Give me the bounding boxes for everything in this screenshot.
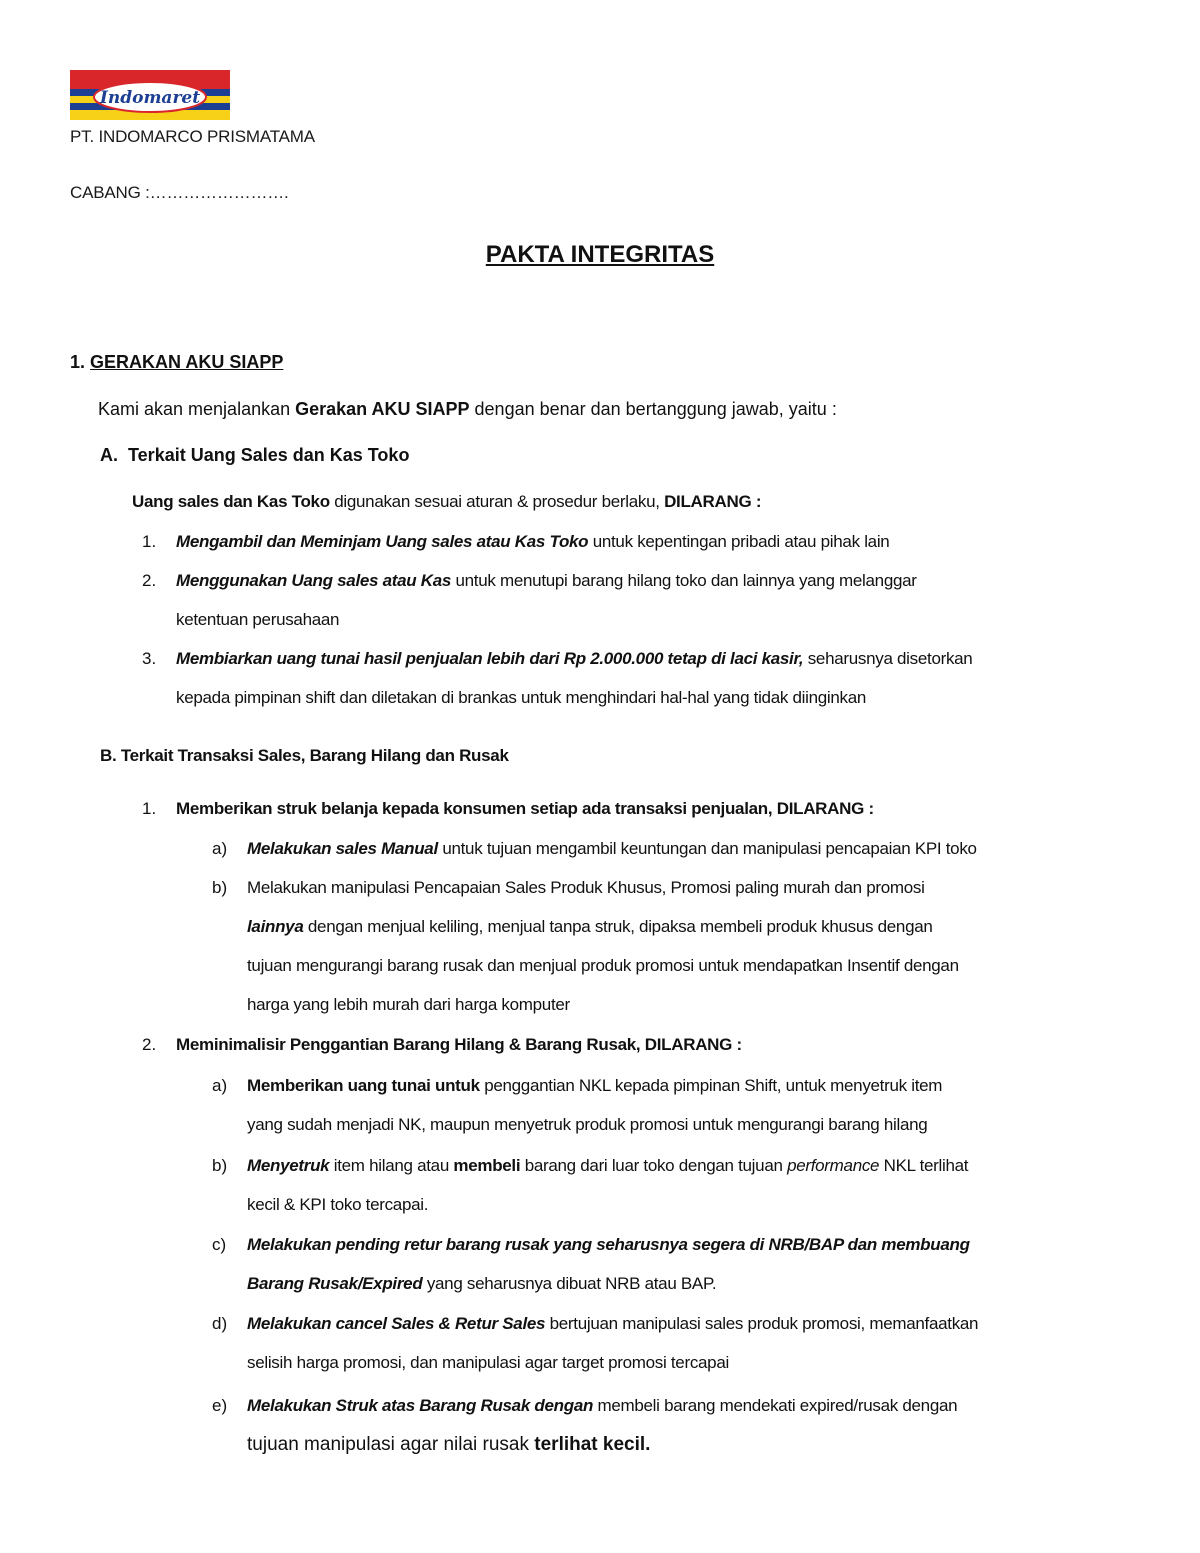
b-item-2-number: 2. xyxy=(142,1035,157,1054)
b1-sub-b-line-2: lainnya dengan menjual keliling, menjual tanpa struk, dipaksa membeli produk khusus dengan xyxy=(247,917,933,936)
indomaret-logo xyxy=(70,70,230,120)
section-b-heading: B. Terkait Transaksi Sales, Barang Hilang dan Rusak xyxy=(100,746,509,765)
company-name: PT. INDOMARCO PRISMATAMA xyxy=(70,127,315,146)
b1-sub-b: Melakukan manipulasi Pencapaian Sales Produk Khusus, Promosi paling murah dan promosi xyxy=(247,878,925,897)
b2-sub-e-label: e) xyxy=(212,1396,228,1415)
a-item-2-number: 2. xyxy=(142,571,157,590)
b2-sub-c-label: c) xyxy=(212,1235,227,1254)
a-item-2-line-2: ketentuan perusahaan xyxy=(176,610,340,629)
b2-sub-e-line-2: tujuan manipulasi agar nilai rusak terlihat kecil. xyxy=(247,1434,651,1455)
b2-sub-c-line-2: Barang Rusak/Expired yang seharusnya dibuat NRB atau BAP. xyxy=(247,1274,717,1293)
b1-sub-a: Melakukan sales Manual untuk tujuan mengambil keuntungan dan manipulasi pencapaian KPI toko xyxy=(247,839,977,858)
b-item-1: Memberikan struk belanja kepada konsumen setiap ada transaksi penjualan, DILARANG : xyxy=(176,799,874,818)
section-1-intro: Kami akan menjalankan Gerakan AKU SIAPP dengan benar dan bertanggung jawab, yaitu : xyxy=(98,399,837,419)
b2-sub-d: Melakukan cancel Sales & Retur Sales bertujuan manipulasi sales produk promosi, memanfaatkan xyxy=(247,1314,979,1333)
a-item-1-number: 1. xyxy=(142,532,157,551)
b1-sub-b-line-4: harga yang lebih murah dari harga komputer xyxy=(247,995,570,1014)
a-item-1: Mengambil dan Meminjam Uang sales atau Kas Toko untuk kepentingan pribadi atau pihak lain xyxy=(176,532,890,551)
b2-sub-b: Menyetruk item hilang atau membeli barang dari luar toko dengan tujuan performance NKL terlihat xyxy=(247,1156,969,1175)
section-1-heading: 1. GERAKAN AKU SIAPP xyxy=(70,352,284,372)
b2-sub-c: Melakukan pending retur barang rusak yang seharusnya segera di NRB/BAP dan membuang xyxy=(247,1235,970,1254)
page-title: PAKTA INTEGRITAS xyxy=(485,241,715,268)
b2-sub-d-line-2: selisih harga promosi, dan manipulasi agar target promosi tercapai xyxy=(247,1353,729,1372)
b1-sub-b-line-3: tujuan mengurangi barang rusak dan menjual produk promosi untuk mendapatkan Insentif dengan xyxy=(247,956,959,975)
b1-sub-b-label: b) xyxy=(212,878,228,897)
section-a-heading: A. Terkait Uang Sales dan Kas Toko xyxy=(100,445,410,465)
a-item-3-number: 3. xyxy=(142,649,157,668)
b2-sub-a-line-2: yang sudah menjadi NK, maupun menyetruk produk promosi untuk mengurangi barang hilang xyxy=(247,1115,928,1134)
b2-sub-b-line-2: kecil & KPI toko tercapai. xyxy=(247,1195,429,1214)
a-item-3: Membiarkan uang tunai hasil penjualan lebih dari Rp 2.000.000 tetap di laci kasir, seharusnya disetorkan xyxy=(176,649,973,668)
b2-sub-d-label: d) xyxy=(212,1314,228,1333)
b-item-2: Meminimalisir Penggantian Barang Hilang & Barang Rusak, DILARANG : xyxy=(176,1035,742,1054)
a-item-2: Menggunakan Uang sales atau Kas untuk menutupi barang hilang toko dan lainnya yang melanggar xyxy=(176,571,917,590)
svg-text:Indomaret: Indomaret xyxy=(99,88,201,108)
section-a-lead: Uang sales dan Kas Toko digunakan sesuai aturan & prosedur berlaku, DILARANG : xyxy=(132,492,762,511)
b-item-1-number: 1. xyxy=(142,799,157,818)
b2-sub-b-label: b) xyxy=(212,1156,228,1175)
b2-sub-e: Melakukan Struk atas Barang Rusak dengan membeli barang mendekati expired/rusak dengan xyxy=(247,1396,958,1415)
b1-sub-a-label: a) xyxy=(212,839,228,858)
b2-sub-a: Memberikan uang tunai untuk penggantian NKL kepada pimpinan Shift, untuk menyetruk item xyxy=(247,1076,943,1095)
a-item-3-line-2: kepada pimpinan shift dan diletakan di brankas untuk menghindari hal-hal yang tidak diinginkan xyxy=(176,688,867,707)
b2-sub-a-label: a) xyxy=(212,1076,228,1095)
branch-line: CABANG :……………………. xyxy=(70,183,289,202)
